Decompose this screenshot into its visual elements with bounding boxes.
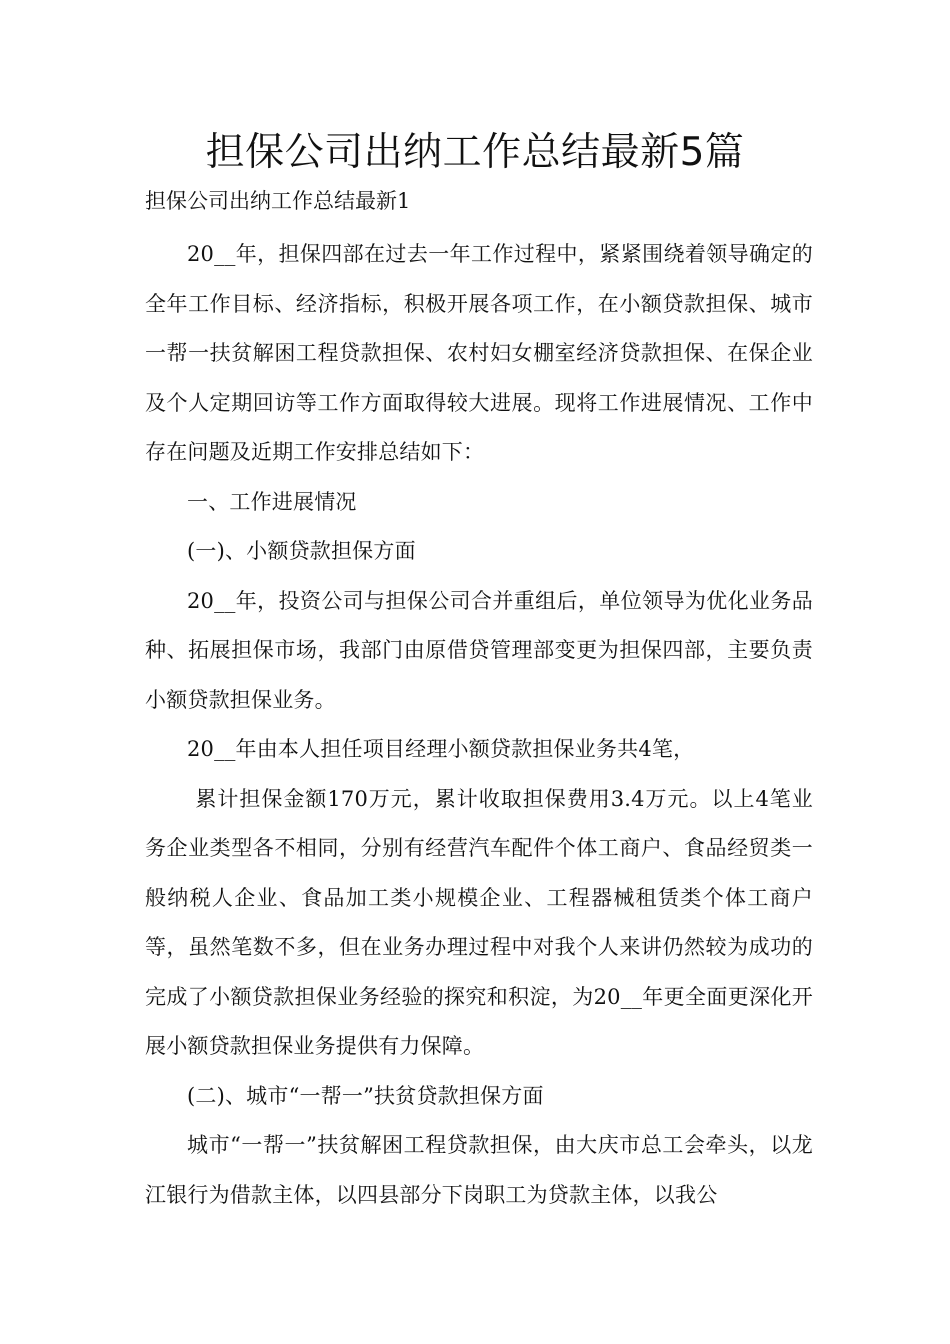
paragraph-poverty-loan: 城市“一帮一”扶贫解困工程贷款担保，由大庆市总工会牵头，以龙江银行为借款主体，以四县部分下岗职工为贷款主体，以我公	[145, 1133, 813, 1207]
subsection-heading-small-loan: (一)、小额贷款担保方面	[187, 539, 416, 563]
document-body	[145, 230, 813, 1220]
paragraph-project-count: 20__年由本人担任项目经理小额贷款担保业务共4笔，	[187, 737, 695, 761]
paragraph-restructure: 20__年，投资公司与担保公司合并重组后，单位领导为优化业务品种、拓展担保市场，我部门由原借贷管理部变更为担保四部，主要负责小额贷款担保业务。	[145, 588, 813, 712]
paragraph-guarantee-amount: 累计担保金额170万元，累计收取担保费用3.4万元。以上4笔业务企业类型各不相同，分别有经营汽车配件个体工商户、食品经贸类一般纳税人企业、食品加工类小规模企业、工程器械租赁类个体工商户等，虽然笔数不多，但在业务办理过程中对我个人来讲仍然较为成功的完成了小额贷款担保业务经验的探究和积淀，为20__年更全面更深化开展小额贷款担保业务提供有力保障。	[145, 786, 813, 1058]
section-heading-progress: 一、工作进展情况	[187, 489, 357, 514]
document-subtitle: 担保公司出纳工作总结最新1	[145, 189, 411, 213]
paragraph-intro: 20__年，担保四部在过去一年工作过程中，紧紧围绕着领导确定的全年工作目标、经济指标，积极开展各项工作，在小额贷款担保、城市一帮一扶贫解困工程贷款担保、农村妇女棚室经济贷款担保、在保企业及个人定期回访等工作方面取得较大进展。现将工作进展情况、工作中存在问题及近期工作安排总结如下：	[145, 242, 813, 464]
document-title: 担保公司出纳工作总结最新5篇	[205, 130, 745, 175]
subsection-heading-poverty-loan: (二)、城市“一帮一”扶贫贷款担保方面	[187, 1083, 544, 1108]
